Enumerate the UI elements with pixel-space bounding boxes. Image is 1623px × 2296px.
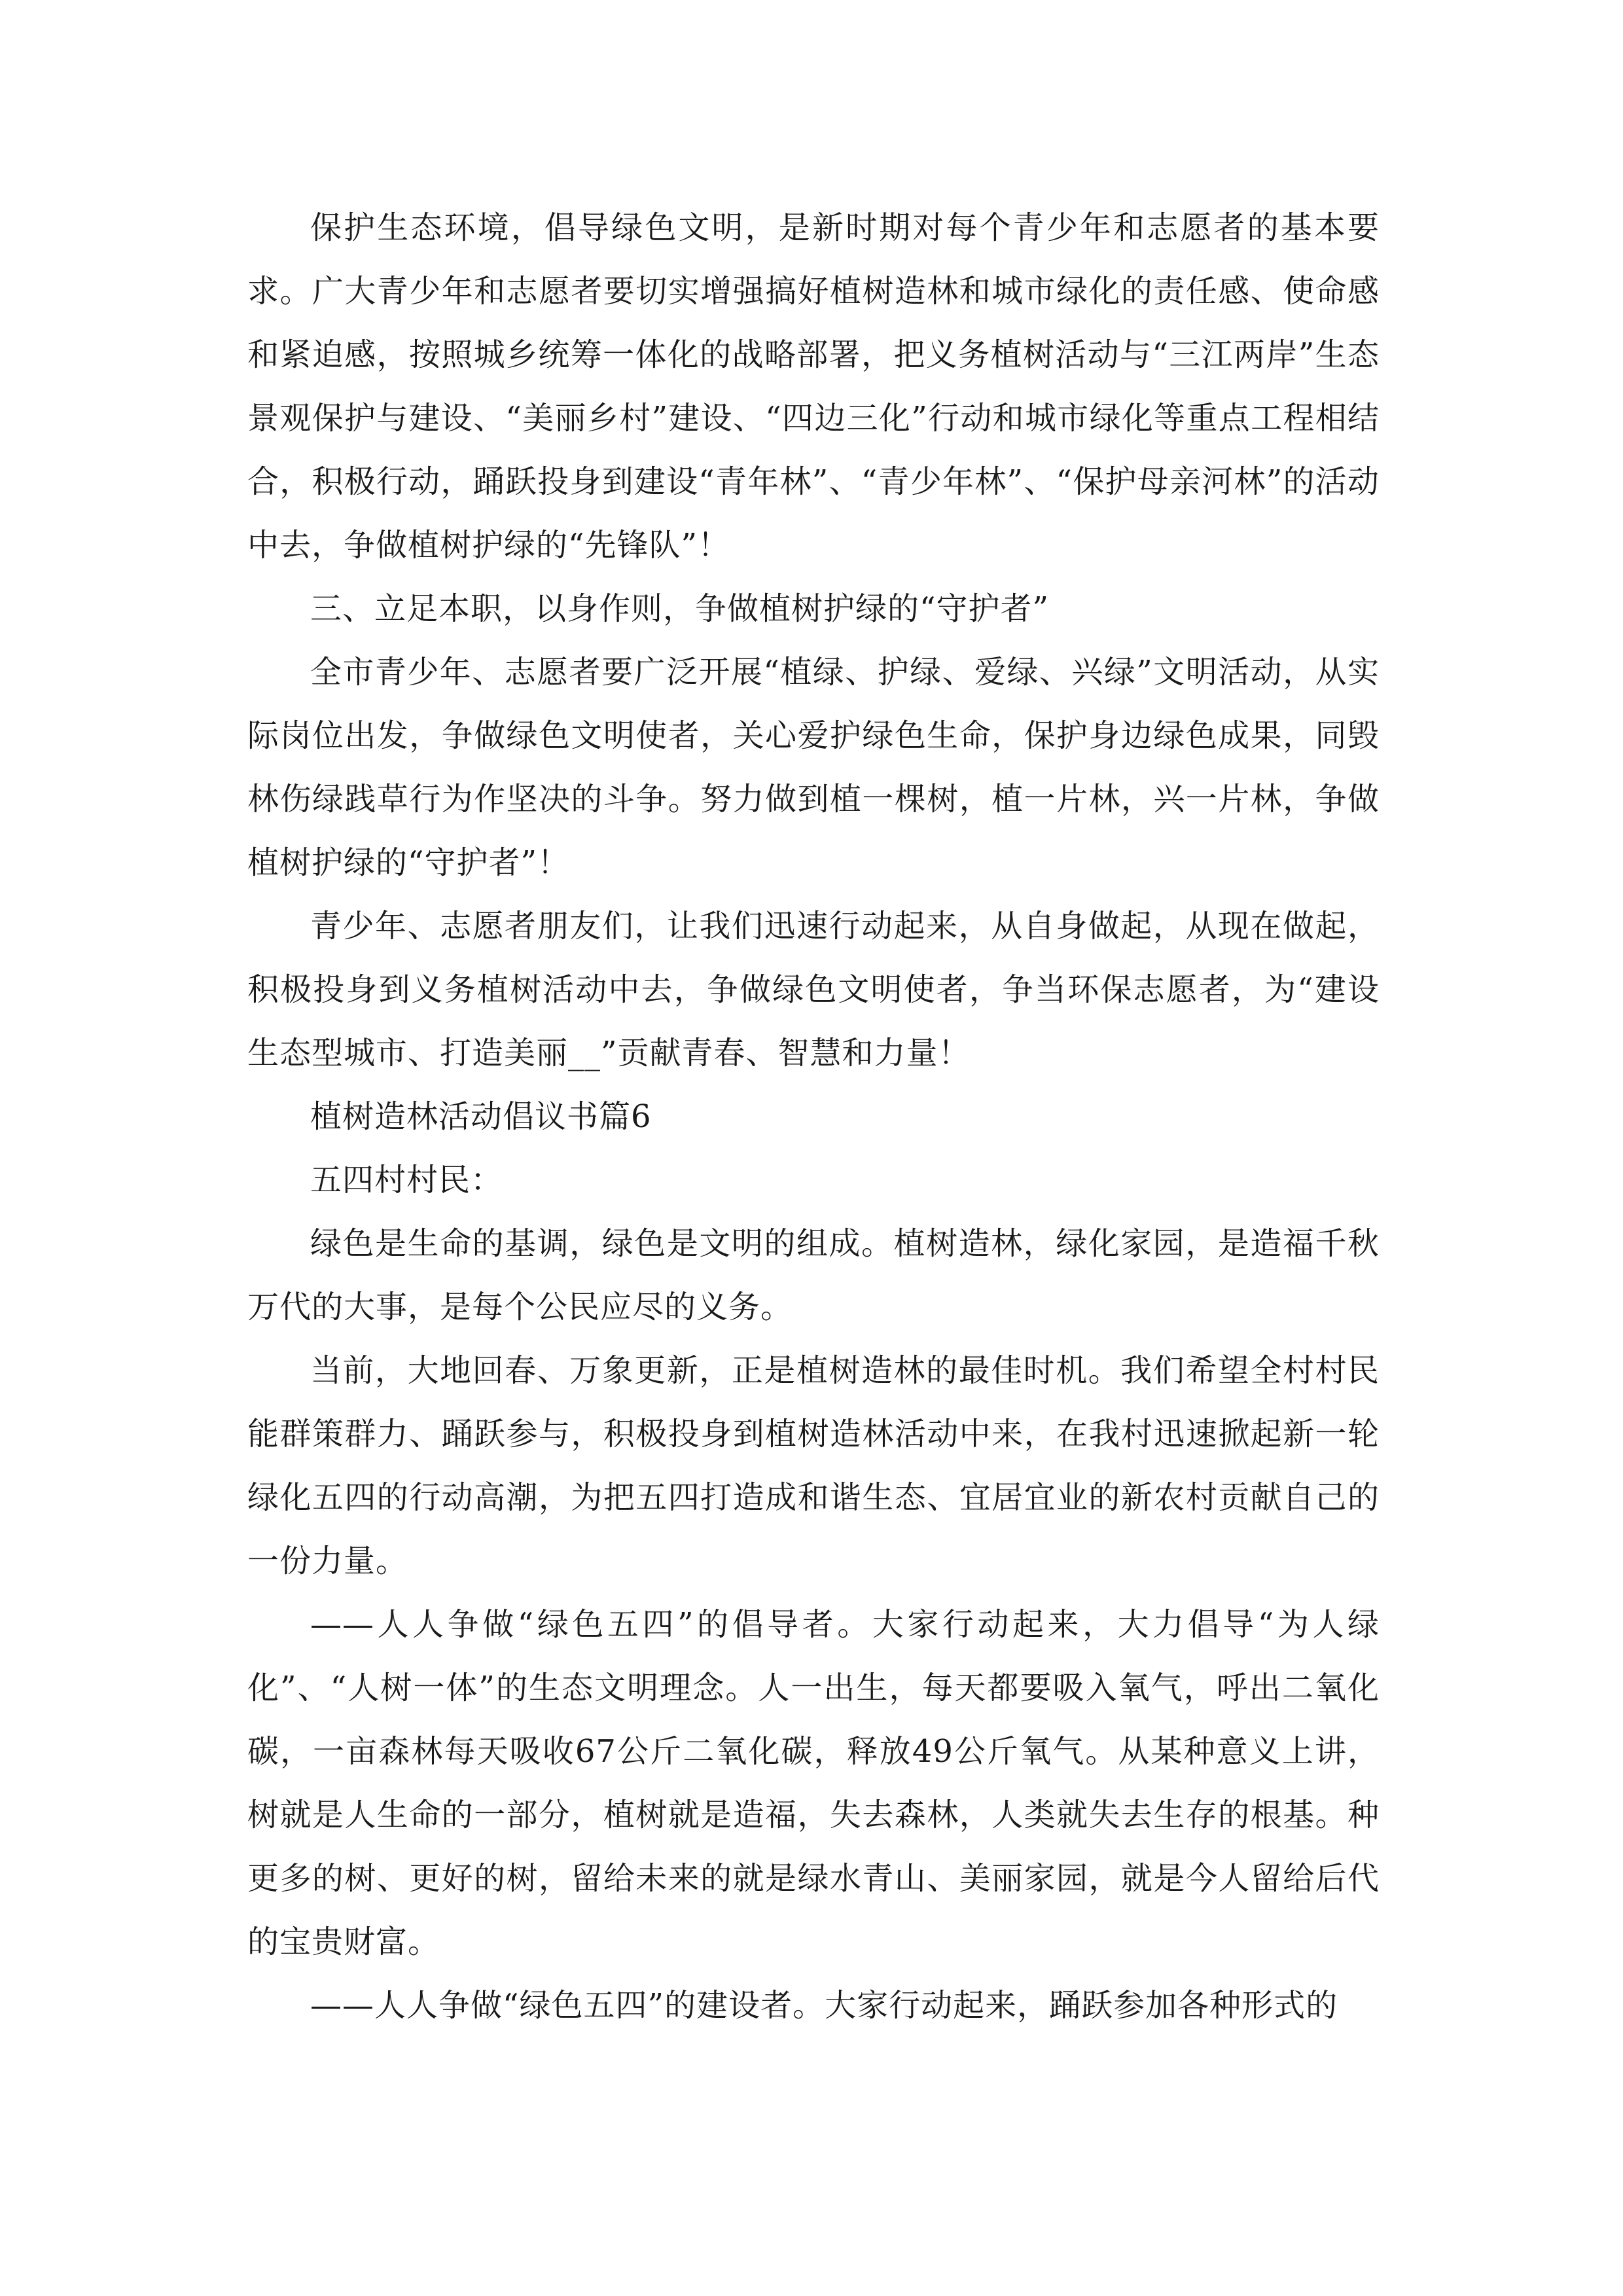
paragraph-ecology-requirement: 保护生态环境，倡导绿色文明，是新时期对每个青少年和志愿者的基本要求。广大青少年和志愿者要切实增强搞好植树造林和城市绿化的责任感、使命感和紧迫感，按照城乡统筹一体化的战略部署，把义务植树活动与“三江两岸”生态景观保护与建设、“美丽乡村”建设、“四边三化”行动和城市绿化等重点工程相结合，积极行动，踊跃投身到建设“青年林”、“青少年林”、“保护母亲河林”的活动中去，争做植树护绿的“先锋队”！ — [247, 209, 1380, 564]
article-title-part-6: 植树造林活动倡议书篇6 — [310, 1098, 652, 1135]
salutation: 五四村村民： — [310, 1162, 503, 1198]
document-page — [247, 196, 1380, 2037]
paragraph-advocate: ——人人争做“绿色五四”的倡导者。大家行动起来，大力倡导“为人绿化”、“人树一体”的生态文明理念。人一出生，每天都要吸入氧气，呼出二氧化碳，一亩森林每天吸收67公斤二氧化碳，释放49公斤氧气。从某种意义上讲，树就是人生命的一部分，植树就是造福，失去森林，人类就失去生存的根基。种更多的树、更好的树，留给未来的就是绿水青山、美丽家园，就是今人留给后代的宝贵财富。 — [247, 1606, 1380, 1960]
paragraph-builder: ——人人争做“绿色五四”的建设者。大家行动起来，踊跃参加各种形式的 — [310, 1987, 1338, 2024]
section-heading-guardian: 三、立足本职，以身作则，争做植树护绿的“守护者” — [310, 590, 1050, 627]
paragraph-civilization-activity: 全市青少年、志愿者要广泛开展“植绿、护绿、爱绿、兴绿”文明活动，从实际岗位出发，争做绿色文明使者，关心爱护绿色生命，保护身边绿色成果，同毁林伤绿践草行为作坚决的斗争。努力做到植一棵树，植一片林，兴一片林，争做植树护绿的“守护者”！ — [247, 654, 1380, 881]
paragraph-spring-planting: 当前，大地回春、万象更新，正是植树造林的最佳时机。我们希望全村村民能群策群力、踊跃参与，积极投身到植树造林活动中来，在我村迅速掀起新一轮绿化五四的行动高潮，为把五四打造成和谐生态、宜居宜业的新农村贡献自己的一份力量。 — [247, 1352, 1380, 1579]
paragraph-call-to-action: 青少年、志愿者朋友们，让我们迅速行动起来，从自身做起，从现在做起，积极投身到义务植树活动中去，争做绿色文明使者，争当环保志愿者，为“建设生态型城市、打造美丽__”贡献青春、智慧和力量！ — [247, 908, 1380, 1071]
paragraph-green-is-life: 绿色是生命的基调，绿色是文明的组成。植树造林，绿化家园，是造福千秋万代的大事，是每个公民应尽的义务。 — [247, 1225, 1380, 1325]
